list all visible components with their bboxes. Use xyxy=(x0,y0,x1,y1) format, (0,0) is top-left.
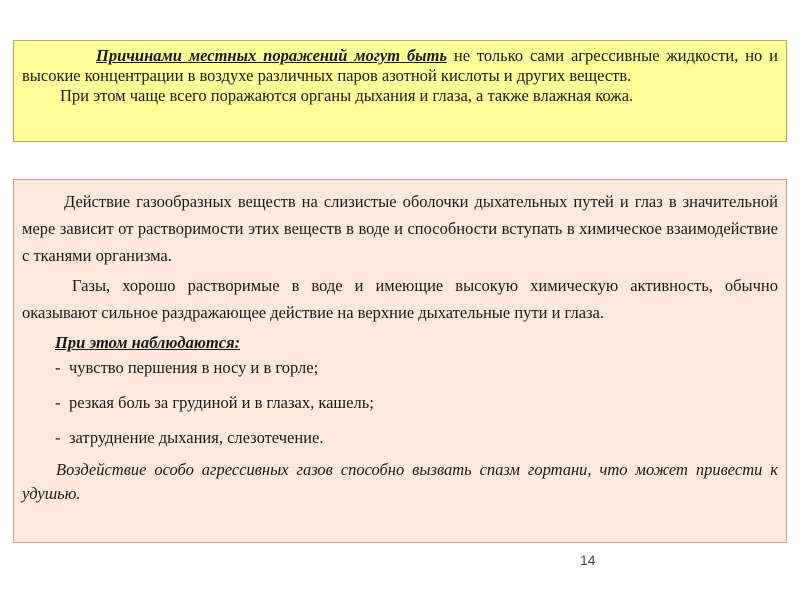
list-item-text: затруднение дыхания, слезотечение. xyxy=(69,428,324,447)
list-item-text: резкая боль за грудиной и в глазах, кашель; xyxy=(69,393,374,412)
list-item xyxy=(22,390,778,415)
observed-heading xyxy=(22,330,778,355)
page-number: 14 xyxy=(580,552,596,568)
dash-bullet: - xyxy=(55,428,61,447)
detail-box xyxy=(13,179,787,543)
intro-paragraph xyxy=(22,46,778,86)
list-item xyxy=(22,355,778,380)
conclusion-paragraph: Воздействие особо агрессивных газов способно вызвать спазм гортани, что может привести к удушью. xyxy=(22,460,778,503)
intro-second-paragraph: При этом чаще всего поражаются органы дыхания и глаза, а также влажная кожа. xyxy=(60,86,634,105)
dash-bullet: - xyxy=(55,358,61,377)
intro-box xyxy=(13,40,787,142)
intro-lead-rest: не только сами агрессивные жидкости, но и высокие концентрации в воздухе различных паров азотной кислоты и других веществ. xyxy=(22,46,778,85)
observed-heading-text: При этом наблюдаются: xyxy=(55,333,241,352)
detail-paragraph-1: Действие газообразных веществ на слизистые оболочки дыхательных путей и глаз в значительной мере зависит от растворимости этих веществ в воде и способности вступать в химическое взаимодействие с тканями организма. xyxy=(22,192,778,265)
dash-bullet: - xyxy=(55,393,61,412)
list-item-text: чувство першения в носу и в горле; xyxy=(69,358,319,377)
intro-lead-emphasis: Причинами местных поражений могут быть xyxy=(96,46,447,65)
list-item xyxy=(22,425,778,450)
detail-paragraph-2: Газы, хорошо растворимые в воде и имеющие высокую химическую активность, обычно оказывают сильное раздражающее действие на верхние дыхательные пути и глаза. xyxy=(22,276,778,322)
